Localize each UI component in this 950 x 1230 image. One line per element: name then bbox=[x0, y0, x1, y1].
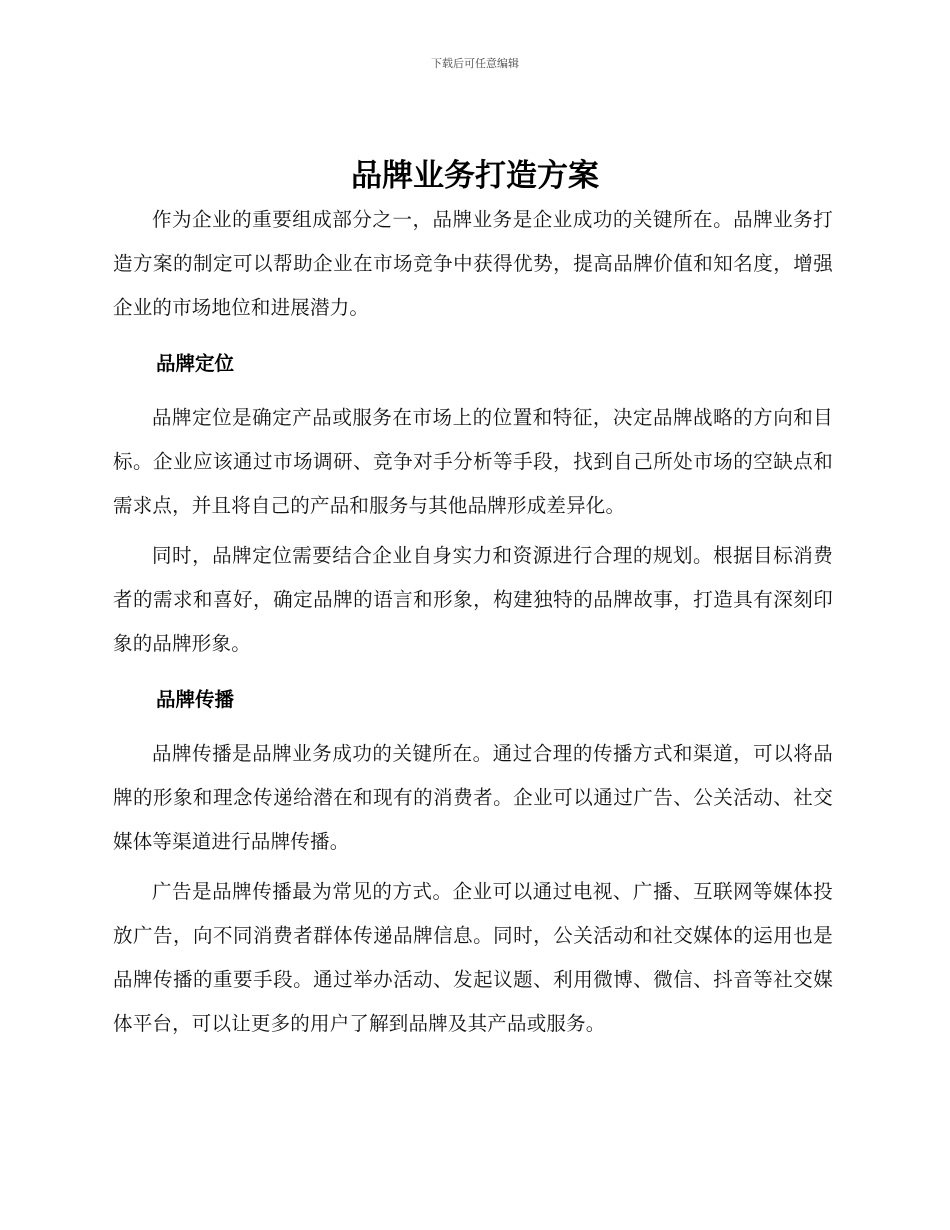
positioning-paragraph-2: 同时，品牌定位需要结合企业自身实力和资源进行合理的规划。根据目标消费者的需求和喜好，确定品牌的语言和形象，构建独特的品牌故事，打造具有深刻印象的品牌形象。 bbox=[113, 544, 833, 655]
document-title: 品牌业务打造方案 bbox=[351, 158, 599, 194]
communication-paragraph-1: 品牌传播是品牌业务成功的关键所在。通过合理的传播方式和渠道，可以将品牌的形象和理念传递给潜在和现有的消费者。企业可以通过广告、公关活动、社交媒体等渠道进行品牌传播。 bbox=[113, 742, 833, 853]
intro-paragraph: 作为企业的重要组成部分之一，品牌业务是企业成功的关键所在。品牌业务打造方案的制定可以帮助企业在市场竞争中获得优势，提高品牌价值和知名度，增强企业的市场地位和进展潜力。 bbox=[113, 208, 833, 319]
positioning-paragraph-1: 品牌定位是确定产品或服务在市场上的位置和特征，决定品牌战略的方向和目标。企业应该通过市场调研、竞争对手分析等手段，找到自己所处市场的空缺点和需求点，并且将自己的产品和服务与其他品牌形成差异化。 bbox=[113, 406, 833, 517]
section-heading-positioning: 品牌定位 bbox=[156, 352, 235, 375]
header-note: 下载后可任意编辑 bbox=[431, 57, 519, 70]
document-body bbox=[113, 198, 833, 1046]
section-heading-communication: 品牌传播 bbox=[156, 688, 235, 711]
communication-paragraph-2: 广告是品牌传播最为常见的方式。企业可以通过电视、广播、互联网等媒体投放广告，向不同消费者群体传递品牌信息。同时，公关活动和社交媒体的运用也是品牌传播的重要手段。通过举办活动、发起议题、利用微博、微信、抖音等社交媒体平台，可以让更多的用户了解到品牌及其产品或服务。 bbox=[113, 880, 833, 1035]
